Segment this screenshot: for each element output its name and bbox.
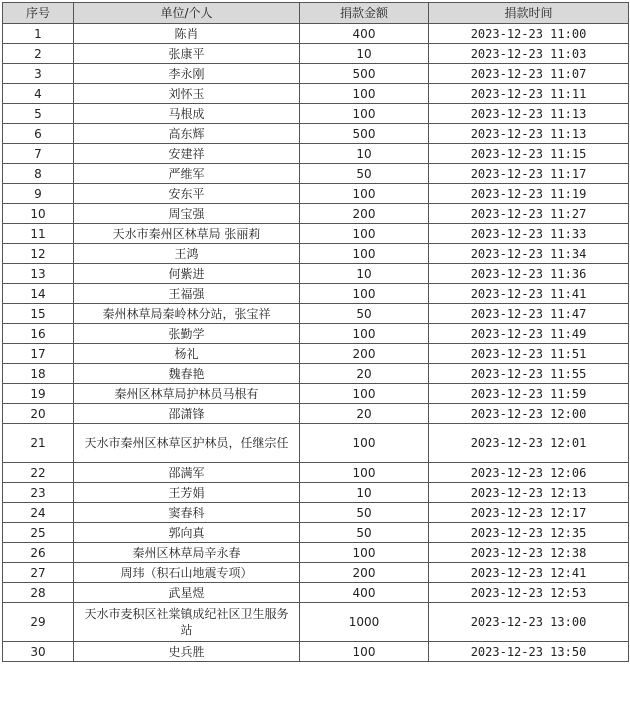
cell-amount: 100 [300,104,429,124]
cell-no: 5 [3,104,74,124]
cell-no: 15 [3,304,74,324]
cell-time: 2023-12-23 13:00 [429,603,629,642]
cell-time: 2023-12-23 12:41 [429,563,629,583]
table-row [3,404,629,424]
cell-time: 2023-12-23 11:03 [429,44,629,64]
cell-time: 2023-12-23 12:13 [429,483,629,503]
header-amount: 捐款金额 [300,3,429,24]
table-row [3,324,629,344]
cell-time: 2023-12-23 11:33 [429,224,629,244]
cell-no: 11 [3,224,74,244]
cell-amount: 200 [300,563,429,583]
cell-no: 29 [3,603,74,642]
cell-name: 张勤学 [74,324,300,344]
cell-name: 周玮（积石山地震专项） [74,563,300,583]
cell-amount: 200 [300,204,429,224]
cell-amount: 10 [300,264,429,284]
cell-time: 2023-12-23 11:07 [429,64,629,84]
cell-time: 2023-12-23 11:19 [429,184,629,204]
cell-name: 刘怀玉 [74,84,300,104]
table-row [3,164,629,184]
cell-name: 李永刚 [74,64,300,84]
cell-time: 2023-12-23 11:41 [429,284,629,304]
cell-time: 2023-12-23 12:53 [429,583,629,603]
cell-amount: 100 [300,642,429,662]
cell-no: 12 [3,244,74,264]
cell-name: 秦州区林草局护林员马根有 [74,384,300,404]
cell-amount: 100 [300,384,429,404]
cell-amount: 100 [300,224,429,244]
cell-no: 20 [3,404,74,424]
table-row [3,503,629,523]
table-row [3,264,629,284]
table-row [3,463,629,483]
cell-no: 13 [3,264,74,284]
table-row [3,124,629,144]
cell-amount: 100 [300,244,429,264]
cell-no: 24 [3,503,74,523]
header-name: 单位/个人 [74,3,300,24]
cell-no: 22 [3,463,74,483]
cell-no: 27 [3,563,74,583]
cell-name: 王芳娟 [74,483,300,503]
cell-no: 21 [3,424,74,463]
cell-no: 2 [3,44,74,64]
cell-name: 周宝强 [74,204,300,224]
cell-name: 王鸿 [74,244,300,264]
header-time: 捐款时间 [429,3,629,24]
cell-amount: 100 [300,424,429,463]
cell-time: 2023-12-23 11:15 [429,144,629,164]
cell-name: 陈肖 [74,24,300,44]
cell-name: 秦州区林草局辛永春 [74,543,300,563]
cell-name: 王福强 [74,284,300,304]
table-row [3,364,629,384]
cell-name: 高东辉 [74,124,300,144]
cell-name: 武星煜 [74,583,300,603]
cell-amount: 20 [300,364,429,384]
cell-no: 1 [3,24,74,44]
cell-amount: 20 [300,404,429,424]
cell-name: 严维军 [74,164,300,184]
cell-time: 2023-12-23 13:50 [429,642,629,662]
table-row [3,304,629,324]
cell-name: 秦州林草局秦岭林分站，张宝祥 [74,304,300,324]
cell-time: 2023-12-23 11:36 [429,264,629,284]
cell-amount: 100 [300,84,429,104]
cell-name: 魏春艳 [74,364,300,384]
cell-name: 安东平 [74,184,300,204]
cell-no: 18 [3,364,74,384]
cell-no: 10 [3,204,74,224]
table-row [3,523,629,543]
cell-amount: 100 [300,284,429,304]
cell-amount: 50 [300,523,429,543]
cell-amount: 100 [300,543,429,563]
cell-name: 邵满军 [74,463,300,483]
table-row [3,583,629,603]
cell-time: 2023-12-23 11:13 [429,124,629,144]
cell-time: 2023-12-23 12:35 [429,523,629,543]
cell-time: 2023-12-23 11:00 [429,24,629,44]
table-row [3,104,629,124]
cell-amount: 400 [300,24,429,44]
cell-no: 3 [3,64,74,84]
cell-amount: 1000 [300,603,429,642]
cell-name: 天水市麦积区社棠镇成纪社区卫生服务站 [74,603,300,642]
cell-time: 2023-12-23 12:17 [429,503,629,523]
cell-no: 23 [3,483,74,503]
cell-time: 2023-12-23 11:59 [429,384,629,404]
cell-time: 2023-12-23 11:47 [429,304,629,324]
table-row [3,184,629,204]
donation-table [2,2,629,662]
table-row [3,384,629,404]
cell-no: 7 [3,144,74,164]
cell-name: 马根成 [74,104,300,124]
cell-time: 2023-12-23 11:49 [429,324,629,344]
cell-no: 4 [3,84,74,104]
table-row [3,563,629,583]
cell-amount: 10 [300,483,429,503]
table-row [3,483,629,503]
cell-time: 2023-12-23 11:11 [429,84,629,104]
cell-amount: 500 [300,124,429,144]
table-row [3,84,629,104]
table-row [3,24,629,44]
cell-name: 天水市秦州区林草局 张丽莉 [74,224,300,244]
cell-name: 郭向真 [74,523,300,543]
cell-amount: 400 [300,583,429,603]
cell-name: 史兵胜 [74,642,300,662]
cell-no: 30 [3,642,74,662]
cell-name: 杨礼 [74,344,300,364]
table-row [3,284,629,304]
cell-no: 9 [3,184,74,204]
table-row [3,244,629,264]
table-row [3,642,629,662]
cell-no: 28 [3,583,74,603]
cell-time: 2023-12-23 11:17 [429,164,629,184]
cell-name: 窦春科 [74,503,300,523]
cell-no: 8 [3,164,74,184]
cell-time: 2023-12-23 11:27 [429,204,629,224]
cell-time: 2023-12-23 11:13 [429,104,629,124]
cell-name: 何紫进 [74,264,300,284]
table-row [3,344,629,364]
cell-name: 张康平 [74,44,300,64]
table-row [3,44,629,64]
cell-no: 25 [3,523,74,543]
table-row [3,543,629,563]
cell-no: 26 [3,543,74,563]
cell-name: 天水市秦州区林草区护林员，任继宗任 [74,424,300,463]
table-row [3,603,629,642]
cell-time: 2023-12-23 12:01 [429,424,629,463]
cell-amount: 200 [300,344,429,364]
header-no: 序号 [3,3,74,24]
cell-amount: 50 [300,304,429,324]
cell-no: 16 [3,324,74,344]
header-row [3,3,629,24]
table-row [3,144,629,164]
table-row [3,64,629,84]
cell-time: 2023-12-23 11:51 [429,344,629,364]
cell-amount: 10 [300,44,429,64]
cell-name: 安建祥 [74,144,300,164]
cell-time: 2023-12-23 12:38 [429,543,629,563]
cell-amount: 50 [300,503,429,523]
cell-amount: 100 [300,184,429,204]
cell-name: 邵潇锋 [74,404,300,424]
table-row [3,224,629,244]
cell-amount: 500 [300,64,429,84]
cell-time: 2023-12-23 12:00 [429,404,629,424]
cell-no: 17 [3,344,74,364]
cell-amount: 100 [300,324,429,344]
cell-no: 6 [3,124,74,144]
cell-no: 19 [3,384,74,404]
cell-time: 2023-12-23 11:55 [429,364,629,384]
cell-amount: 100 [300,463,429,483]
cell-no: 14 [3,284,74,304]
cell-time: 2023-12-23 11:34 [429,244,629,264]
table-row [3,424,629,463]
table-row [3,204,629,224]
cell-amount: 50 [300,164,429,184]
cell-amount: 10 [300,144,429,164]
cell-time: 2023-12-23 12:06 [429,463,629,483]
